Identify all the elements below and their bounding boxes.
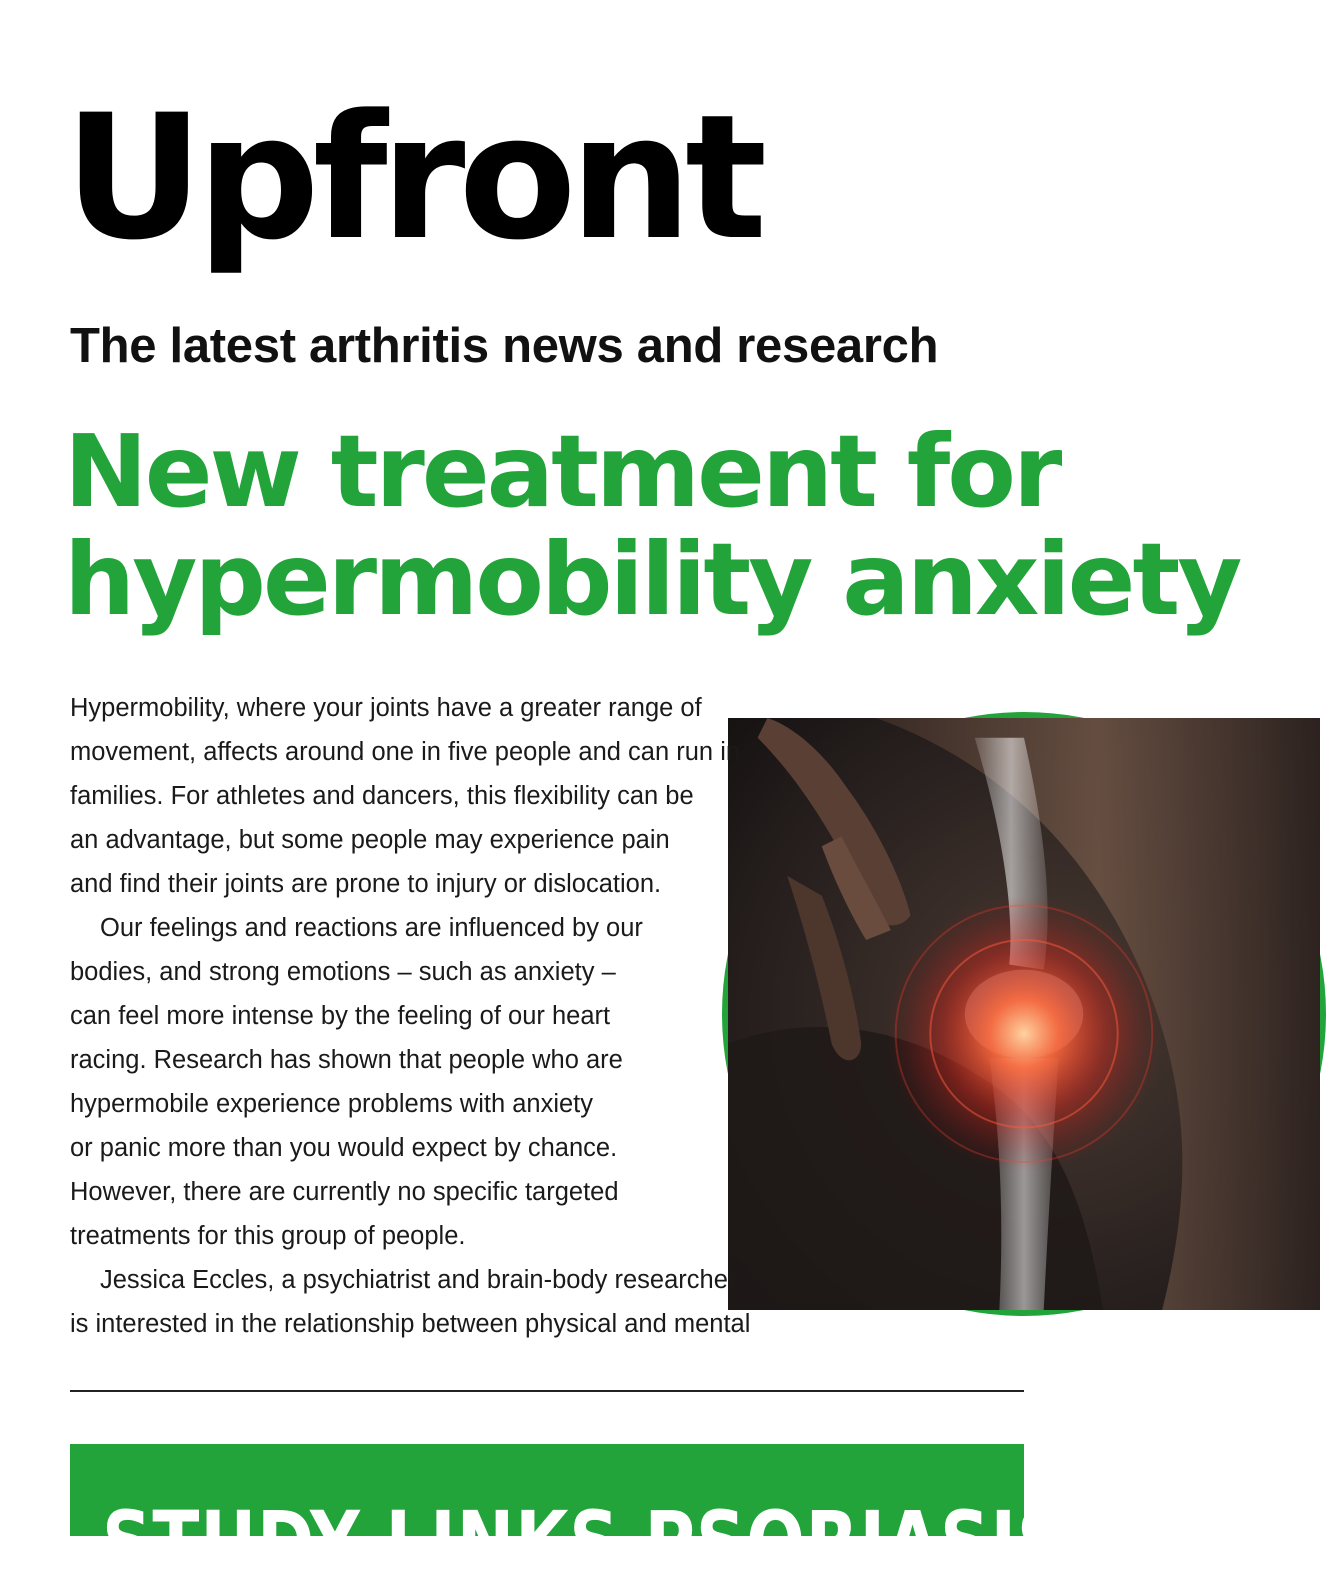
body-line: is interested in the relationship between physical and mental (70, 1310, 751, 1338)
body-line: families. For athletes and dancers, this flexibility can be (70, 782, 694, 810)
next-story-title: STUDY LINKS PSORIASIS RISK (102, 1493, 1278, 1591)
headline-line: New treatment for (64, 413, 1060, 530)
section-divider (70, 1390, 1024, 1392)
article-headline (64, 413, 1240, 638)
body-line: Hypermobility, where your joints have a greater range of (70, 694, 702, 722)
body-line: movement, affects around one in five people and can run in (70, 738, 741, 766)
body-line: However, there are currently no specific targeted (70, 1178, 619, 1206)
section-title: Upfront (64, 77, 761, 278)
section-subtitle: The latest arthritis news and research (70, 319, 939, 373)
body-line: and find their joints are prone to injury or dislocation. (70, 870, 662, 898)
body-line: treatments for this group of people. (70, 1222, 466, 1250)
body-line: hypermobile experience problems with anxiety (70, 1090, 594, 1118)
next-story-banner (70, 1444, 1278, 1591)
body-line: bodies, and strong emotions – such as anxiety – (70, 958, 616, 986)
headline-line: hypermobility anxiety (64, 521, 1240, 638)
body-line: an advantage, but some people may experience pain (70, 826, 670, 854)
body-line: can feel more intense by the feeling of our heart (70, 1002, 611, 1030)
article-body (70, 686, 830, 1346)
body-line: Jessica Eccles, a psychiatrist and brain-body researcher, (100, 1266, 743, 1294)
body-line: or panic more than you would expect by chance. (70, 1134, 618, 1162)
body-line: racing. Research has shown that people who are (70, 1046, 623, 1074)
body-line: Our feelings and reactions are influenced by our (100, 914, 643, 942)
